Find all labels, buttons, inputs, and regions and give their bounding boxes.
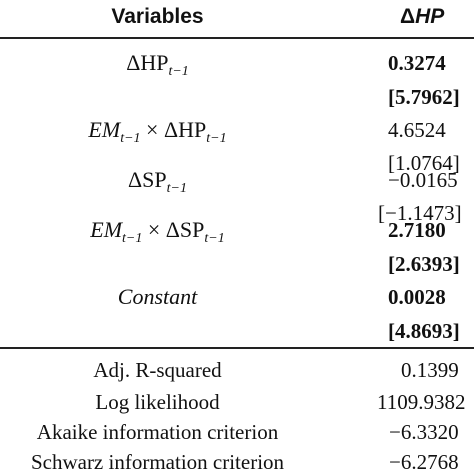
var-a-sub: t−1 (166, 181, 187, 196)
table-row (0, 314, 474, 348)
header-variables: Variables (111, 5, 204, 28)
variable-name (0, 46, 315, 80)
stat-row (0, 353, 474, 387)
coefficient: 2.7180 (388, 218, 446, 242)
var-b: ΔSP (165, 217, 205, 242)
stat-row (0, 415, 474, 449)
stat-value: −6.3320 (389, 420, 459, 444)
table-row (0, 213, 474, 247)
variable-name (0, 163, 315, 197)
table-row (0, 46, 474, 80)
table-row (0, 163, 474, 197)
variable-name: Constant (117, 284, 198, 309)
var-a: ΔHP (126, 50, 169, 75)
var-b-sub: t−1 (206, 131, 227, 146)
stat-value: 0.1399 (401, 358, 459, 382)
var-a: EM (88, 117, 121, 142)
var-a-sub: t−1 (168, 64, 189, 79)
var-operator: × (146, 117, 159, 142)
header-dependent (400, 0, 444, 34)
var-b: ΔHP (163, 117, 207, 142)
table-row (0, 80, 474, 114)
coefficient: 0.0028 (388, 285, 446, 309)
stats-rule (0, 347, 474, 349)
t-statistic: [−1.1473] (378, 201, 462, 225)
var-a-sub: t−1 (122, 231, 143, 246)
table-row (0, 113, 474, 147)
t-statistic: [4.8693] (388, 319, 460, 343)
var-a: ΔSP (128, 167, 167, 192)
variable-name (0, 113, 315, 147)
variable-name (0, 213, 315, 247)
var-a-sub: t−1 (120, 131, 141, 146)
header-hp: HP (415, 5, 445, 28)
coefficient: −0.0165 (388, 168, 458, 192)
stat-label: Adj. R-squared (93, 358, 222, 382)
t-statistic: [1.0764] (388, 151, 460, 175)
coefficient: 4.6524 (388, 118, 446, 142)
t-statistic: [5.7962] (388, 85, 460, 109)
var-b-sub: t−1 (204, 231, 225, 246)
stat-value: −6.2768 (389, 450, 459, 474)
stat-row (0, 385, 474, 419)
var-a: EM (90, 217, 123, 242)
stat-value: 1109.9382 (377, 390, 466, 414)
stat-label: Schwarz information criterion (30, 450, 285, 474)
var-operator: × (147, 217, 161, 242)
stat-row (0, 445, 474, 474)
table-row (0, 280, 474, 314)
table-header-row (0, 0, 474, 34)
header-rule (0, 37, 474, 39)
stat-label: Akaike information criterion (36, 420, 279, 444)
header-delta: Δ (400, 5, 416, 28)
table-row (0, 247, 474, 281)
t-statistic: [2.6393] (388, 252, 460, 276)
stat-label: Log likelihood (95, 390, 220, 414)
coefficient: 0.3274 (388, 51, 446, 75)
